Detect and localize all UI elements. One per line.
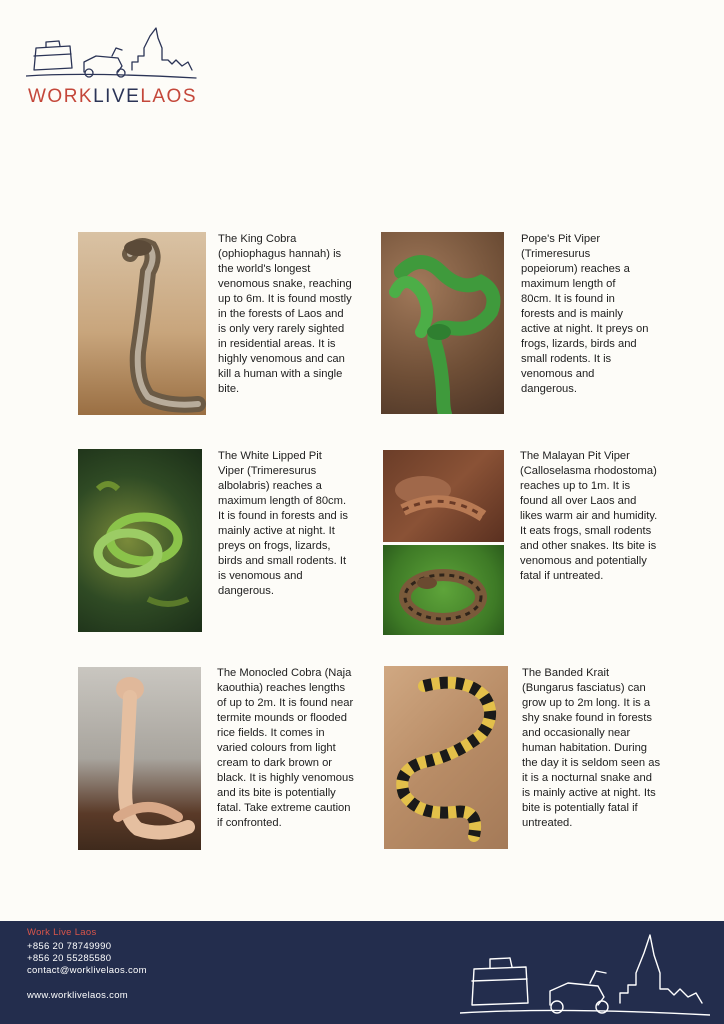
logo-drawing-icon xyxy=(26,26,206,86)
malayan-pit-viper-photo-top xyxy=(383,450,504,542)
footer-phone-2: +856 20 55285580 xyxy=(27,953,112,964)
king-cobra-photo xyxy=(78,232,206,415)
footer-email[interactable]: contact@worklivelaos.com xyxy=(27,965,147,976)
banded-krait-description: The Banded Krait (Bungarus fasciatus) can grow up to 2m long. It is a shy snake found in forests and occasionally near human habitation. During the day it is seldom seen as it is a nocturnal snake and is mainly active at night. Its bite is potentially fatal if untreated. xyxy=(522,667,661,829)
monocled-cobra-photo xyxy=(78,667,201,850)
white-lipped-pit-viper-photo xyxy=(78,449,202,632)
malayan-pit-viper-photo-bottom xyxy=(383,545,504,635)
footer-company-name: Work Live Laos xyxy=(27,927,97,938)
popes-pit-viper-description: Pope's Pit Viper (Trimeresurus popeiorum) reaches a maximum length of 80cm. It is found in forests and is mainly active at night. It preys on frogs, lizards, birds and small rodents. It is venomous and dangerous. xyxy=(521,233,649,395)
brand-wordmark: WORKLIVELAOS xyxy=(28,86,198,107)
footer xyxy=(0,921,724,1024)
king-cobra-description: The King Cobra (ophiophagus hannah) is the world's longest venomous snake, reaching up to 6m. It is found mostly in the forests of Laos and is only very rarely sighted in residential areas. It is highly venomous and can kill a human with a single bite. xyxy=(218,233,352,395)
popes-pit-viper-photo xyxy=(381,232,504,414)
footer-phone-1: +856 20 78749990 xyxy=(27,941,112,952)
footer-website[interactable]: www.worklivelaos.com xyxy=(27,990,129,1001)
white-lipped-pit-viper-description: The White Lipped Pit Viper (Trimeresurus albolabris) reaches a maximum length of 80cm. It is found in forests and is mainly active at night. It preys on frogs, lizards, birds and small rodents. It is venomous and dangerous. xyxy=(218,450,348,597)
monocled-cobra-description: The Monocled Cobra (Naja kaouthia) reaches lengths of up to 2m. It is found near termite mounds or flooded rice fields. It comes in varied colours from light cream to dark brown or black. It is highly venomous and its bite is potentially fatal. Take extreme caution if confronted. xyxy=(217,667,354,829)
malayan-pit-viper-description: The Malayan Pit Viper (Calloselasma rhodostoma) reaches up to 1m. It is found all over Laos and likes warm air and humidity. It eats frogs, small rodents and other snakes. Its bite is venomous and potentially fatal if untreated. xyxy=(520,450,658,582)
brand-logo xyxy=(26,26,206,108)
footer-logo-drawing-icon xyxy=(460,931,710,1021)
banded-krait-photo xyxy=(384,666,508,849)
